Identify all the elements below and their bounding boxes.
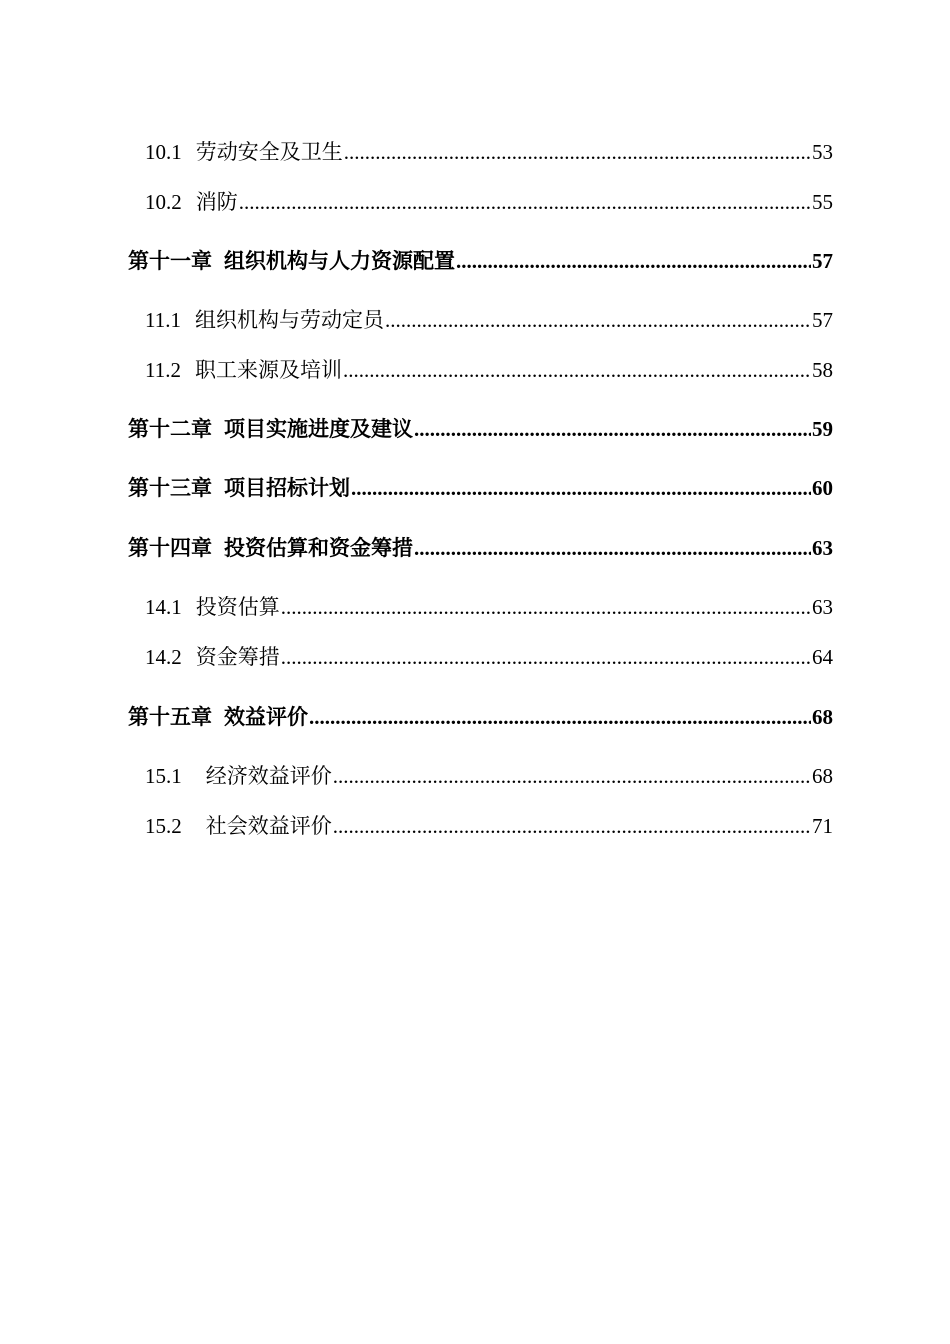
toc-chapter-title: 投资估算和资金筹措 — [224, 536, 413, 560]
toc-entry-title: 社会效益评价 — [205, 814, 332, 838]
toc-entry-title: 职工来源及培训 — [194, 358, 342, 382]
toc-entry-page: 63 — [812, 595, 833, 619]
toc-entry-14-2[interactable] — [145, 641, 833, 671]
toc-entry-number: 15.2 — [145, 814, 182, 838]
toc-chapter-title: 项目招标计划 — [224, 476, 350, 500]
dot-leader — [344, 140, 811, 165]
toc-entry-15-2[interactable] — [145, 810, 833, 840]
toc-entry-title: 组织机构与劳动定员 — [194, 308, 384, 332]
toc-entry-14-1[interactable] — [145, 591, 833, 621]
dot-leader — [281, 595, 811, 620]
toc-entry-11-1[interactable] — [145, 304, 833, 334]
dot-leader — [414, 417, 811, 442]
toc-entry-10-2[interactable] — [145, 186, 833, 216]
toc-chapter-14[interactable] — [128, 532, 833, 562]
toc-chapter-11[interactable] — [128, 245, 833, 275]
dot-leader — [385, 308, 811, 333]
toc-entry-page: 53 — [812, 140, 833, 164]
toc-chapter-15[interactable] — [128, 701, 833, 731]
toc-entry-title: 资金筹措 — [195, 645, 280, 669]
dot-leader — [351, 476, 811, 501]
toc-chapter-number: 第十五章 — [128, 705, 212, 729]
toc-entry-title: 劳动安全及卫生 — [195, 140, 343, 164]
dot-leader — [414, 536, 811, 561]
toc-entry-page: 68 — [812, 764, 833, 788]
toc-entry-title: 经济效益评价 — [205, 764, 332, 788]
toc-chapter-number: 第十四章 — [128, 536, 212, 560]
toc-entry-page: 55 — [812, 190, 833, 214]
toc-chapter-title: 组织机构与人力资源配置 — [224, 249, 455, 273]
toc-entry-number: 15.1 — [145, 764, 182, 788]
toc-chapter-title: 效益评价 — [224, 705, 308, 729]
toc-chapter-page: 57 — [812, 249, 833, 273]
toc-entry-number: 14.1 — [145, 595, 182, 619]
toc-chapter-number: 第十二章 — [128, 417, 212, 441]
toc-chapter-number: 第十一章 — [128, 249, 212, 273]
toc-chapter-number: 第十三章 — [128, 476, 212, 500]
toc-chapter-page: 60 — [812, 476, 833, 500]
dot-leader — [333, 764, 811, 789]
toc-entry-number: 10.2 — [145, 190, 182, 214]
toc-entry-11-2[interactable] — [145, 354, 833, 384]
toc-entry-page: 64 — [812, 645, 833, 669]
toc-entry-title: 消防 — [195, 190, 238, 214]
toc-chapter-12[interactable] — [128, 413, 833, 443]
toc-entry-number: 11.2 — [145, 358, 181, 382]
toc-entry-page: 58 — [812, 358, 833, 382]
dot-leader — [333, 814, 811, 839]
toc-entry-10-1[interactable] — [145, 136, 833, 166]
toc-entry-number: 10.1 — [145, 140, 182, 164]
dot-leader — [456, 249, 811, 274]
toc-entry-15-1[interactable] — [145, 760, 833, 790]
toc-chapter-page: 68 — [812, 705, 833, 729]
toc-entry-page: 71 — [812, 814, 833, 838]
dot-leader — [239, 190, 811, 215]
toc-entry-title: 投资估算 — [195, 595, 280, 619]
dot-leader — [281, 645, 811, 670]
toc-chapter-13[interactable] — [128, 472, 833, 502]
toc-chapter-page: 63 — [812, 536, 833, 560]
toc-entry-number: 11.1 — [145, 308, 181, 332]
dot-leader — [309, 705, 811, 730]
toc-entry-number: 14.2 — [145, 645, 182, 669]
toc-chapter-page: 59 — [812, 417, 833, 441]
dot-leader — [343, 358, 811, 383]
toc-chapter-title: 项目实施进度及建议 — [224, 417, 413, 441]
toc-entry-page: 57 — [812, 308, 833, 332]
